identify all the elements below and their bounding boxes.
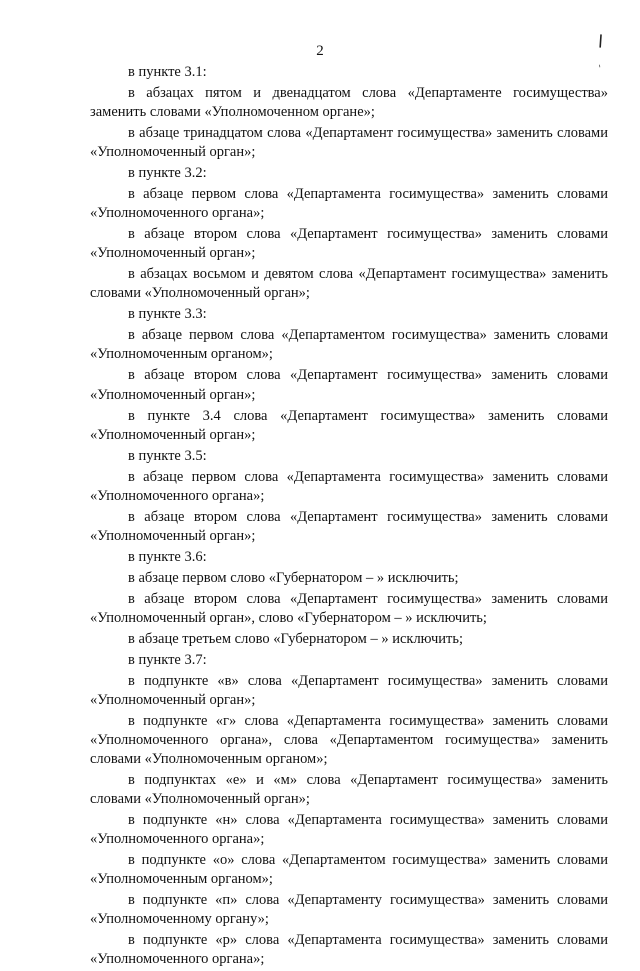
paragraph: в абзацах восьмом и девятом слова «Департамент госимущества» заменить словами «Уполномоченный орган»; [90,266,608,302]
paragraph: в абзаце первом слово «Губернатором – » исключить; [128,569,459,586]
paragraph: в подпункте «н» слова «Департамента госимущества» заменить словами «Уполномоченного органа»; [90,812,608,848]
paragraph: в пункте 3.1: [128,64,207,80]
paragraph: в подпункте «п» слова «Департаменту госимущества» заменить словами «Уполномоченному органу»; [90,892,608,928]
paragraph: в абзацах пятом и двенадцатом слова «Департаменте госимущества» заменить словами «Уполномоченном органе»; [90,84,608,121]
paragraph: в пункте 3.7: [128,651,207,668]
paragraph: в пункте 3.3: [128,306,207,323]
paragraph: в подпункте «в» слова «Департамент госимущества» заменить словами «Уполномоченный орган»; [90,672,608,708]
paragraph: в абзаце тринадцатом слова «Департамент госимущества» заменить словами «Уполномоченный орган»; [90,125,608,161]
paragraph: в абзаце втором слова «Департамент госимущества» заменить словами «Уполномоченный орган»; [90,367,608,403]
paragraph: в абзаце первом слова «Департамента госимущества» заменить словами «Уполномоченного органа»; [90,186,608,222]
page-number: 2 [316,43,324,59]
document-body [90,63,608,971]
paragraph: в подпунктах «е» и «м» слова «Департамент госимущества» заменить словами «Уполномоченный орган»; [90,771,608,808]
paragraph: в абзаце первом слова «Департамента госимущества» заменить словами «Уполномоченного органа»; [90,468,608,504]
paragraph: в абзаце втором слова «Департамент госимущества» заменить словами «Уполномоченный орган»; [90,226,608,262]
paragraph: в абзаце втором слова «Департамент госимущества» заменить словами «Уполномоченный орган»; [90,508,608,544]
paragraph: в абзаце втором слова «Департамент госимущества» заменить словами «Уполномоченный орган», слово «Губернатором – » исключить; [90,590,608,626]
paragraph: в подпункте «г» слова «Департамента госимущества» заменить словами «Уполномоченного органа», слова «Департаментом госимущества» заменить словами «Уполномоченным органом»; [90,712,608,767]
paragraph: в абзаце первом слова «Департаментом госимущества» заменить словами «Уполномоченным органом»; [90,327,608,363]
paragraph: в пункте 3.5: [128,447,207,464]
paragraph: в пункте 3.2: [128,165,207,182]
paragraph: в пункте 3.4 слова «Департамент госимущества» заменить словами «Уполномоченный орган»; [90,407,608,443]
paragraph: в абзаце третьем слово «Губернатором – » исключить; [128,630,463,647]
paragraph: в пункте 3.6: [128,548,207,565]
paragraph: в подпункте «р» слова «Департамента госимущества» заменить словами «Уполномоченного органа»; [90,932,608,968]
paragraph: в подпункте «о» слова «Департаментом госимущества» заменить словами «Уполномоченным органом»; [90,852,608,888]
